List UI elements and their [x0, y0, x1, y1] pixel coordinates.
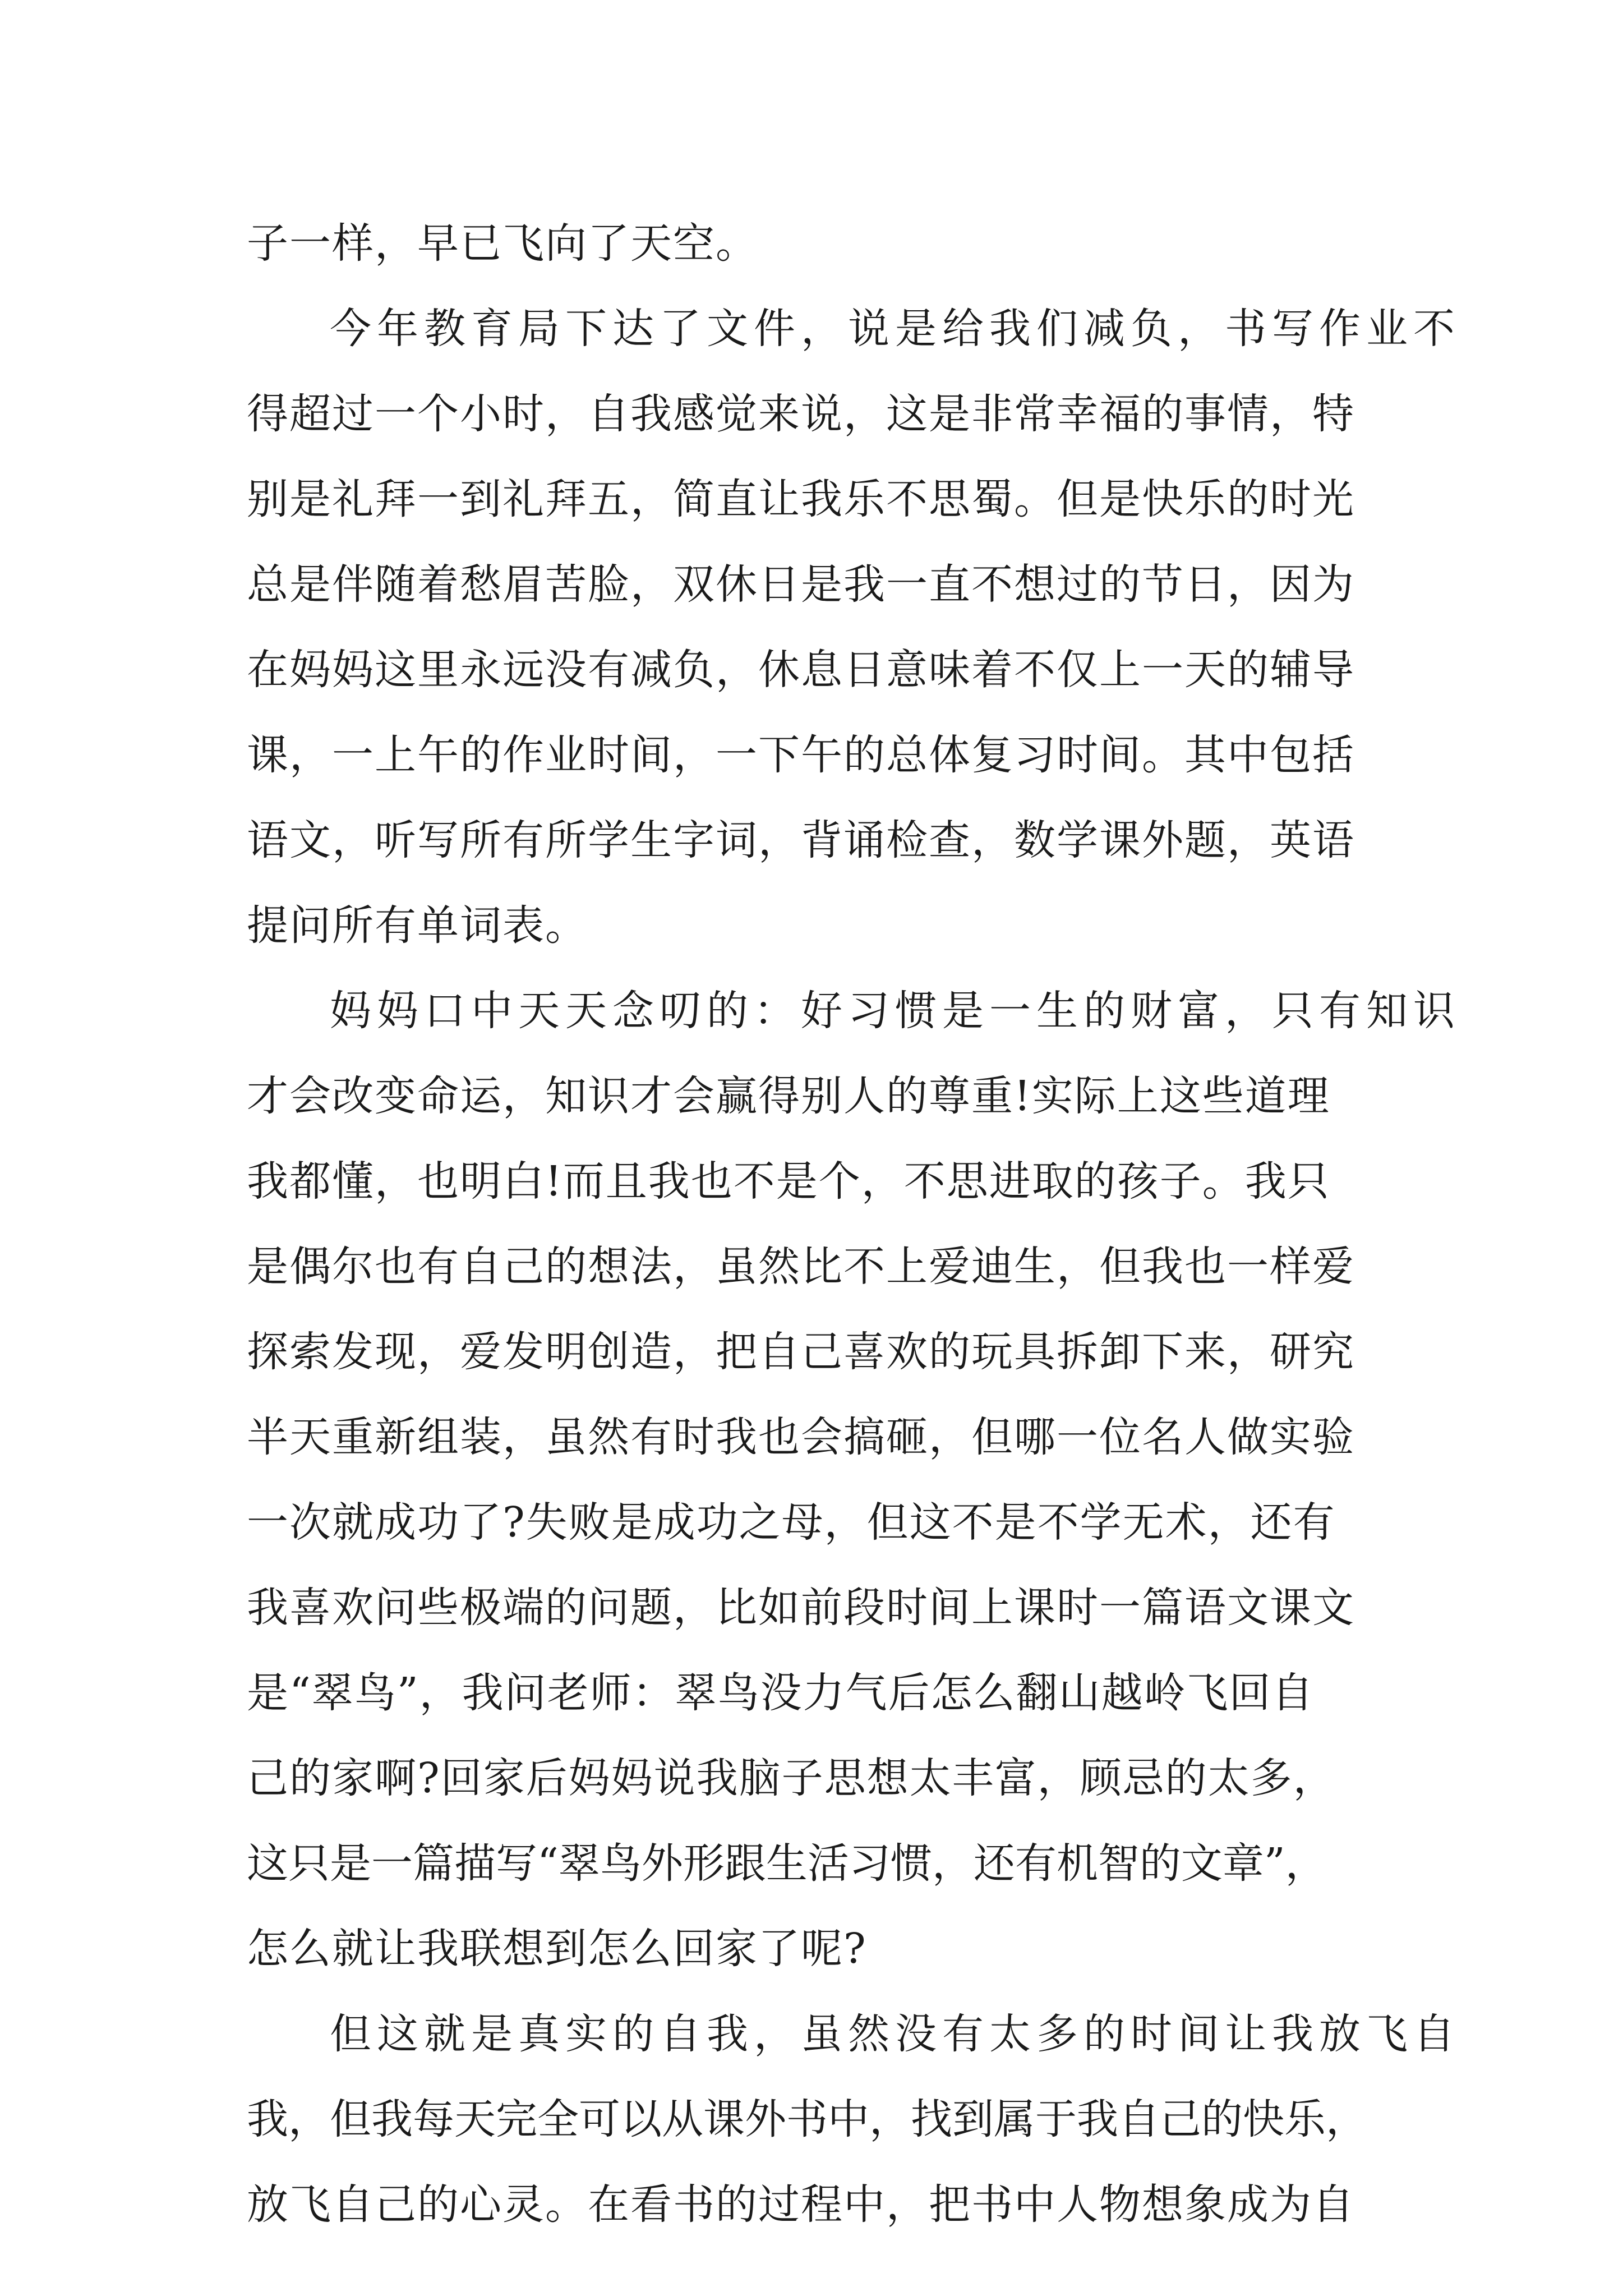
text-line: 是“翠鸟”，我问老师：翠鸟没力气后怎么翻山越岭飞回自 [247, 1669, 1315, 1717]
text-line: 我都懂，也明白!而且我也不是个，不思进取的孩子。我只 [247, 1157, 1330, 1205]
text-line: 语文，听写所有所学生字词，背诵检查，数学课外题，英语 [247, 816, 1355, 864]
text-line: 我喜欢问些极端的问题，比如前段时间上课时一篇语文课文 [247, 1584, 1355, 1632]
text-line: 探索发现，爱发明创造，把自己喜欢的玩具拆卸下来，研究 [247, 1328, 1355, 1376]
text-line: 别是礼拜一到礼拜五，简直让我乐不思蜀。但是快乐的时光 [247, 475, 1355, 523]
text-line: 课，一上午的作业时间，一下午的总体复习时间。其中包括 [247, 731, 1355, 779]
text-line: 是偶尔也有自己的想法，虽然比不上爱迪生，但我也一样爱 [247, 1243, 1355, 1291]
text-line: 得超过一个小时，自我感觉来说，这是非常幸福的事情，特 [247, 390, 1355, 438]
document-body [247, 201, 1460, 2247]
text-line: 子一样，早已飞向了天空。 [247, 219, 758, 268]
text-line: 我，但我每天完全可以从课外书中，找到属于我自己的快乐， [247, 2095, 1367, 2143]
text-line: 在妈妈这里永远没有减负，休息日意味着不仅上一天的辅导 [247, 646, 1355, 694]
text-line: 提问所有单词表。 [247, 901, 588, 950]
paragraph-first-line: 今年教育局下达了文件，说是给我们减负，书写作业不 [330, 305, 1460, 353]
text-line: 放飞自己的心灵。在看书的过程中，把书中人物想象成为自 [247, 2180, 1355, 2229]
text-line: 怎么就让我联想到怎么回家了呢? [247, 1925, 867, 1973]
text-line: 己的家啊?回家后妈妈说我脑子思想太丰富，顾忌的太多， [247, 1754, 1336, 1802]
text-line: 这只是一篇描写“翠鸟外形跟生活习惯，还有机智的文章”， [247, 1839, 1327, 1888]
text-line: 半天重新组装，虽然有时我也会搞砸，但哪一位名人做实验 [247, 1413, 1355, 1461]
text-line: 一次就成功了?失败是成功之母，但这不是不学无术，还有 [247, 1498, 1336, 1547]
paragraph-first-line: 但这就是真实的自我，虽然没有太多的时间让我放飞自 [330, 2010, 1460, 2058]
text-line: 才会改变命运，知识才会赢得别人的尊重!实际上这些道理 [247, 1072, 1330, 1120]
paragraph-first-line: 妈妈口中天天念叨的：好习惯是一生的财富，只有知识 [330, 987, 1460, 1035]
text-line: 总是伴随着愁眉苦脸，双休日是我一直不想过的节日，因为 [247, 560, 1355, 609]
